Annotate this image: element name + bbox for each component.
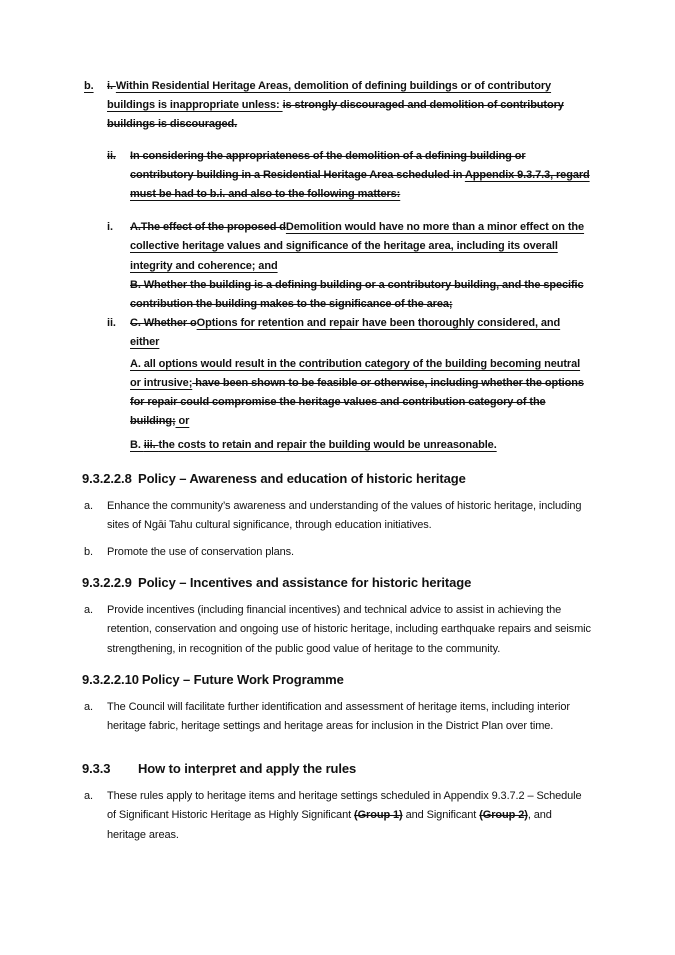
tracked-insertion: Demolition would have no more than a minor effect on the collective heritage values and significance of the heritage area, including its overall integrity and coherence; and	[130, 221, 585, 272]
tracked-insertion: B.	[130, 439, 144, 452]
list-item-marker: i.	[107, 221, 113, 234]
tracked-deletion: C. Whether o	[130, 317, 197, 330]
list-item-marker: a.	[84, 790, 93, 803]
list-item-a	[82, 497, 591, 535]
tracked-deletion: A.The effect of the proposed d	[130, 221, 286, 234]
list-item-b	[82, 543, 591, 562]
list-item-text	[107, 77, 591, 135]
body-text: , and heritage areas.	[107, 809, 552, 841]
list-item-text: Promote the use of conservation plans.	[107, 546, 294, 559]
tracked-deletion: In considering the appropriateness of the demolition of a defining building or contributory building in a Residential Heritage Area scheduled in	[130, 149, 526, 181]
tracked-deletion-underlined: Appendix 9.3.7.3, regard must be had to b.i. and also to the following matters:	[130, 168, 590, 201]
paragraph-option-b	[130, 436, 591, 455]
heading-number: 9.3.2.2.9	[82, 575, 132, 591]
heading-title: How to interpret and apply the rules	[138, 761, 357, 777]
section-heading	[82, 574, 591, 592]
section-heading	[82, 760, 591, 778]
tracked-insertion: Options for retention and repair have been thoroughly considered, and either	[130, 317, 561, 349]
list-item-i	[82, 218, 591, 314]
list-item-text: Provide incentives (including financial incentives) and technical advice to assist in achieving the retention, conservation and ongoing use of historic heritage, including earthquake repairs and seismic strengthening, in recognition of the public good value of heritage to the community.	[107, 604, 591, 655]
tracked-insertion: the costs to retain and repair the building would be unreasonable.	[158, 439, 497, 452]
paragraph	[130, 218, 591, 276]
body-text: and Significant	[402, 809, 480, 822]
list-item-ii-deleted	[82, 147, 591, 205]
tracked-deletion: B. Whether the building is a defining building or a contributory building, and the specific contribution the building makes to the significance of the area;	[130, 278, 584, 311]
list-item-b	[82, 77, 591, 135]
body-text: These rules apply to heritage items and heritage settings scheduled in Appendix 9.3.7.2 – Schedule of Significant Historic Heritage as Highly Significant	[107, 790, 582, 822]
tracked-insertion: Within Residential Heritage Areas, demolition of defining buildings or of contributory buildings is inappropriate unless:	[107, 80, 552, 112]
list-item-marker: a.	[84, 499, 93, 512]
list-item-marker: a.	[84, 604, 93, 617]
tracked-deletion: (Group 1)	[354, 809, 403, 822]
list-item-text	[107, 787, 591, 845]
list-item-marker: ii.	[107, 317, 116, 330]
section-heading	[82, 470, 591, 488]
tracked-insertion: or	[175, 415, 190, 428]
list-item-text: The Council will facilitate further identification and assessment of heritage items, including interior heritage fabric, heritage settings and heritage areas for inclusion in the District Plan over time.	[107, 700, 570, 733]
tracked-deletion: have been shown to be feasible or otherwise, including whether the options for repair could compromise the heritage values and contribution category of the building;	[130, 376, 584, 428]
list-item-a	[82, 698, 591, 736]
list-item-text	[130, 147, 591, 205]
heading-number: 9.3.2.2.8	[82, 470, 132, 486]
list-item-text	[130, 314, 591, 352]
heading-title: Policy – Future Work Programme	[141, 671, 344, 687]
heading-title: Policy – Awareness and education of historic heritage	[138, 470, 466, 486]
list-item-marker: b.	[84, 546, 93, 559]
paragraph-option-a	[130, 355, 591, 432]
list-item-marker: a.	[84, 700, 93, 713]
tracked-deletion: is strongly discouraged and demolition of contributory buildings is discouraged.	[107, 99, 564, 131]
list-item-text: Enhance the community’s awareness and understanding of the values of historic heritage, including sites of Ngāi Tahu cultural significance, through education initiatives.	[107, 499, 582, 531]
paragraph	[130, 276, 591, 314]
list-item-a	[82, 787, 591, 845]
section-heading	[82, 671, 591, 689]
tracked-changes-block	[82, 77, 591, 456]
heading-number: 9.3.3	[82, 761, 111, 777]
tracked-deletion-underlined: iii.	[143, 439, 159, 452]
tracked-insertion: A. all options would result in the contribution category of the building becoming neutral or intrusive;	[130, 357, 581, 389]
tracked-deletion: (Group 2)	[479, 809, 528, 822]
heading-title: Policy – Incentives and assistance for historic heritage	[138, 575, 472, 591]
list-item-a	[82, 601, 591, 659]
list-item-ii	[82, 314, 591, 352]
list-item-marker: b.	[84, 80, 94, 92]
list-item-marker: ii.	[107, 149, 116, 162]
list-item-text	[130, 218, 591, 314]
tracked-deletion: i.	[107, 80, 116, 92]
heading-number: 9.3.2.2.10	[82, 671, 139, 687]
